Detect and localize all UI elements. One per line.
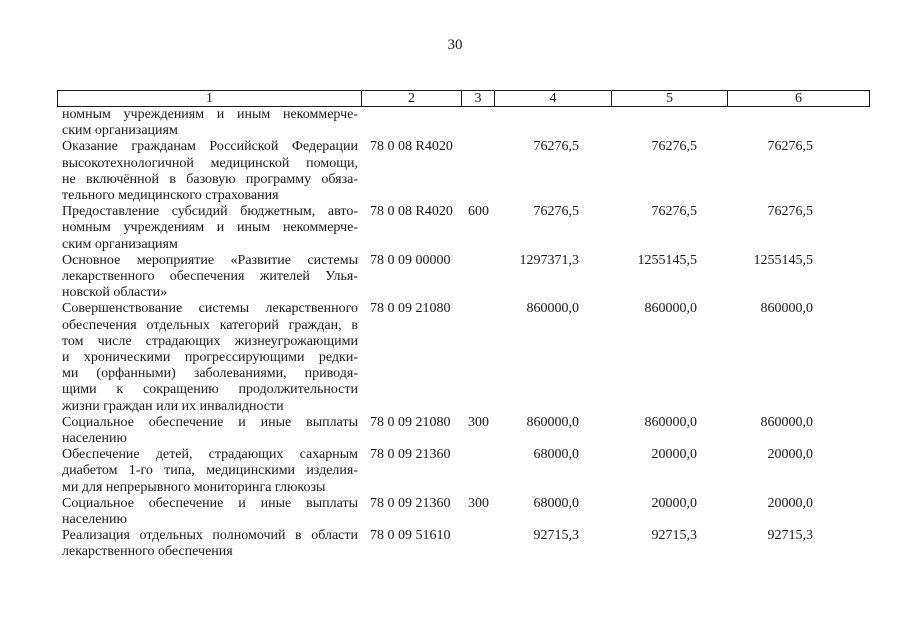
row-value-col6: 76276,5 — [767, 204, 813, 220]
page-number: 30 — [447, 37, 463, 53]
row-value-col4: 92715,3 — [533, 528, 579, 544]
row-name-line: том числе страдающих жизнеугрожающими — [62, 333, 358, 349]
row-value-col6: 20000,0 — [767, 447, 813, 463]
table-row — [57, 415, 870, 447]
table-row — [57, 139, 870, 204]
row-name — [62, 107, 358, 139]
table-row — [57, 253, 870, 302]
row-name-line: новской области» — [62, 285, 168, 301]
row-value-col5: 860000,0 — [644, 414, 697, 430]
row-name-line: диабетом 1-го типа, медицинскими изделия- — [62, 463, 358, 479]
row-name — [62, 253, 358, 302]
row-name — [62, 301, 358, 414]
row-name-line: Социальное обеспечение и иные выплаты — [62, 414, 358, 430]
row-name-line: ми для непрерывного мониторинга глюкозы — [62, 479, 326, 495]
row-code: 78 0 09 00000 — [370, 252, 451, 268]
table-row — [57, 301, 870, 414]
row-value-col4: 68000,0 — [533, 495, 579, 511]
row-name — [62, 204, 358, 253]
row-name-line: ским организациям — [62, 123, 178, 139]
row-name-line: высокотехнологичной медицинской помощи, — [62, 155, 358, 171]
row-name-line: Совершенствование системы лекарственного — [62, 301, 358, 317]
row-code: 78 0 09 21360 — [370, 447, 451, 463]
row-expense-type: 600 — [468, 204, 489, 220]
row-name-line: тельного медицинского страхования — [62, 188, 279, 204]
row-code: 78 0 09 21360 — [370, 495, 451, 511]
row-value-col6: 20000,0 — [767, 495, 813, 511]
table-row — [57, 107, 870, 139]
row-code: 78 0 09 51610 — [370, 528, 451, 544]
table-row — [57, 204, 870, 253]
row-name-line: населению — [62, 431, 127, 447]
row-code: 78 0 08 R4020 — [370, 139, 453, 155]
row-value-col6: 860000,0 — [760, 414, 813, 430]
header-col-1: 1 — [206, 91, 213, 106]
row-value-col5: 20000,0 — [651, 495, 697, 511]
row-name-line: Предоставление субсидий бюджетным, авто- — [62, 204, 358, 220]
row-value-col5: 76276,5 — [651, 139, 697, 155]
row-name-line: обеспечения отдельных категорий граждан, в — [62, 317, 358, 333]
row-value-col4: 1297371,3 — [519, 252, 579, 268]
row-expense-type: 300 — [468, 414, 489, 430]
row-name-line: не включённой в базовую программу обяза- — [62, 171, 358, 187]
row-value-col4: 860000,0 — [526, 301, 579, 317]
row-expense-type: 300 — [468, 495, 489, 511]
row-code: 78 0 09 21080 — [370, 414, 451, 430]
row-name-line: лекарственного обеспечения — [62, 544, 233, 560]
row-name — [62, 139, 358, 204]
row-name-line: жизни граждан или их инвалидности — [62, 398, 284, 414]
row-name-line: номным учреждениям и иным некоммерче- — [62, 107, 358, 122]
header-col-6: 6 — [795, 91, 802, 106]
row-name — [62, 496, 358, 528]
row-value-col5: 20000,0 — [651, 447, 697, 463]
row-name-line: Реализация отдельных полномочий в области — [62, 528, 358, 544]
table-row — [57, 528, 870, 560]
row-value-col5: 1255145,5 — [637, 252, 697, 268]
table-row — [57, 447, 870, 496]
row-value-col6: 860000,0 — [760, 301, 813, 317]
row-value-col5: 92715,3 — [651, 528, 697, 544]
row-name-line: ми (орфанными) заболеваниями, приводя- — [62, 366, 358, 382]
row-name-line: щими к сокращению продолжительности — [62, 382, 358, 398]
table-row — [57, 496, 870, 528]
row-name — [62, 415, 358, 447]
row-name-line: Основное мероприятие «Развитие системы — [62, 252, 358, 268]
row-value-col5: 76276,5 — [651, 204, 697, 220]
table-header-row — [57, 90, 870, 107]
row-name-line: номным учреждениям и иным некоммерче- — [62, 220, 358, 236]
header-col-5: 5 — [666, 91, 673, 106]
row-name-line: лекарственного обеспечения жителей Улья- — [62, 269, 358, 285]
row-name — [62, 528, 358, 560]
budget-table — [57, 90, 870, 561]
header-col-2: 2 — [408, 91, 415, 106]
row-code: 78 0 08 R4020 — [370, 204, 453, 220]
row-value-col4: 76276,5 — [533, 204, 579, 220]
row-value-col4: 68000,0 — [533, 447, 579, 463]
table-body — [57, 107, 870, 561]
row-name-line: населению — [62, 512, 127, 528]
row-value-col4: 860000,0 — [526, 414, 579, 430]
row-name-line: Социальное обеспечение и иные выплаты — [62, 495, 358, 511]
row-value-col6: 1255145,5 — [753, 252, 813, 268]
row-value-col5: 860000,0 — [644, 301, 697, 317]
header-col-3: 3 — [474, 91, 482, 106]
row-value-col4: 76276,5 — [533, 139, 579, 155]
row-value-col6: 76276,5 — [767, 139, 813, 155]
row-name-line: Оказание гражданам Российской Федерации — [62, 139, 358, 155]
row-code: 78 0 09 21080 — [370, 301, 451, 317]
row-name-line: ским организациям — [62, 236, 178, 252]
row-name — [62, 447, 358, 496]
row-name-line: и хроническими прогрессирующими редки- — [62, 350, 358, 366]
row-name-line: Обеспечение детей, страдающих сахарным — [62, 447, 358, 463]
row-value-col6: 92715,3 — [767, 528, 813, 544]
header-col-4: 4 — [549, 91, 557, 106]
